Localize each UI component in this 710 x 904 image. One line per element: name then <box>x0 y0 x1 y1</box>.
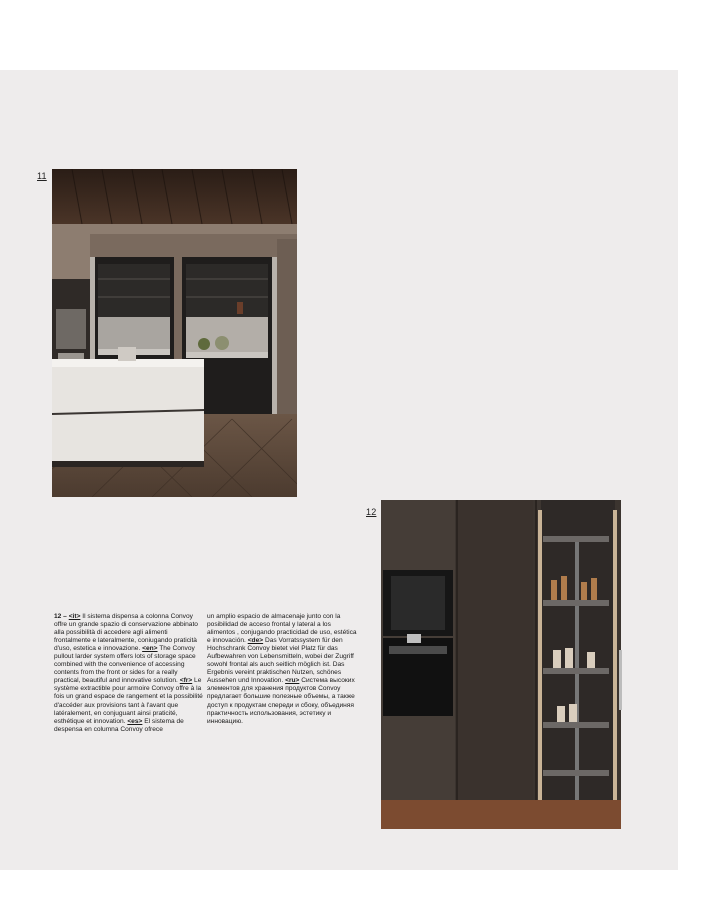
lang-tag-fr: <fr> <box>179 677 193 685</box>
lang-tag-de: <de> <box>247 637 264 645</box>
caption-column-2 <box>207 613 357 726</box>
larder-photo <box>381 500 627 829</box>
figure-number-11: 11 <box>37 171 47 181</box>
kitchen-illustration <box>52 169 297 497</box>
lang-tag-ru: <ru> <box>285 677 300 685</box>
lang-tag-es: <es> <box>127 717 143 725</box>
caption-column-1 <box>54 613 204 734</box>
caption-text-de: Das Vorratssystem für den Hochschrank Convoy bietet viel Platz für das Aufbewahren von Lebensmitteln, wobei der Zugriff sowohl frontal als auch seitlich möglich ist. Das Ergebnis vereint praktischen Nutzen, schönes Aussehen und Innovation. <box>207 637 354 685</box>
caption-text-it: Il sistema dispensa a colonna Convoy offre un grande spazio di conservazione abbinato alla possibilità di accedere agli alimenti frontalmente e lateralmente, coniugando praticità d'uso, estetica e innovazione. <box>54 613 198 653</box>
caption-text-es-continued: un amplio espacio de almacenaje junto con la posibilidad de acceso frontal y lateral a los alimentos , conjugando practicidad de uso, estética e innovación. <box>207 613 357 645</box>
larder-illustration <box>381 500 627 829</box>
caption-text-fr: Le système extractible pour armoire Convoy offre à la fois un grand espace de rangement et la possibilité d'accéder aux provisions tant à l'avant que latéralement, en conjuguant ainsi praticité, esthétique et innovation. <box>54 677 203 725</box>
caption-text-ru: Система высоких элементов для хранения продуктов Convoy предлагает большие полезные объемы, а также доступ к продуктам спереди и сбоку, объединяя практичность использования, эстетику и инновацию. <box>207 677 355 725</box>
figure-number-12: 12 <box>366 507 377 517</box>
caption-figure-ref: 12 – <box>54 613 67 620</box>
caption-text-en: The Convoy pullout larder system offers lots of storage space combined with the convenience of accessing contents from the front or sides for a really practical, beautiful and innovative solution. <box>54 645 196 685</box>
kitchen-photo <box>52 169 297 497</box>
caption-text-es: El sistema de despensa en columna Convoy ofrece <box>54 717 184 733</box>
lang-tag-en: <en> <box>142 645 158 653</box>
lang-tag-it: <it> <box>68 613 81 620</box>
